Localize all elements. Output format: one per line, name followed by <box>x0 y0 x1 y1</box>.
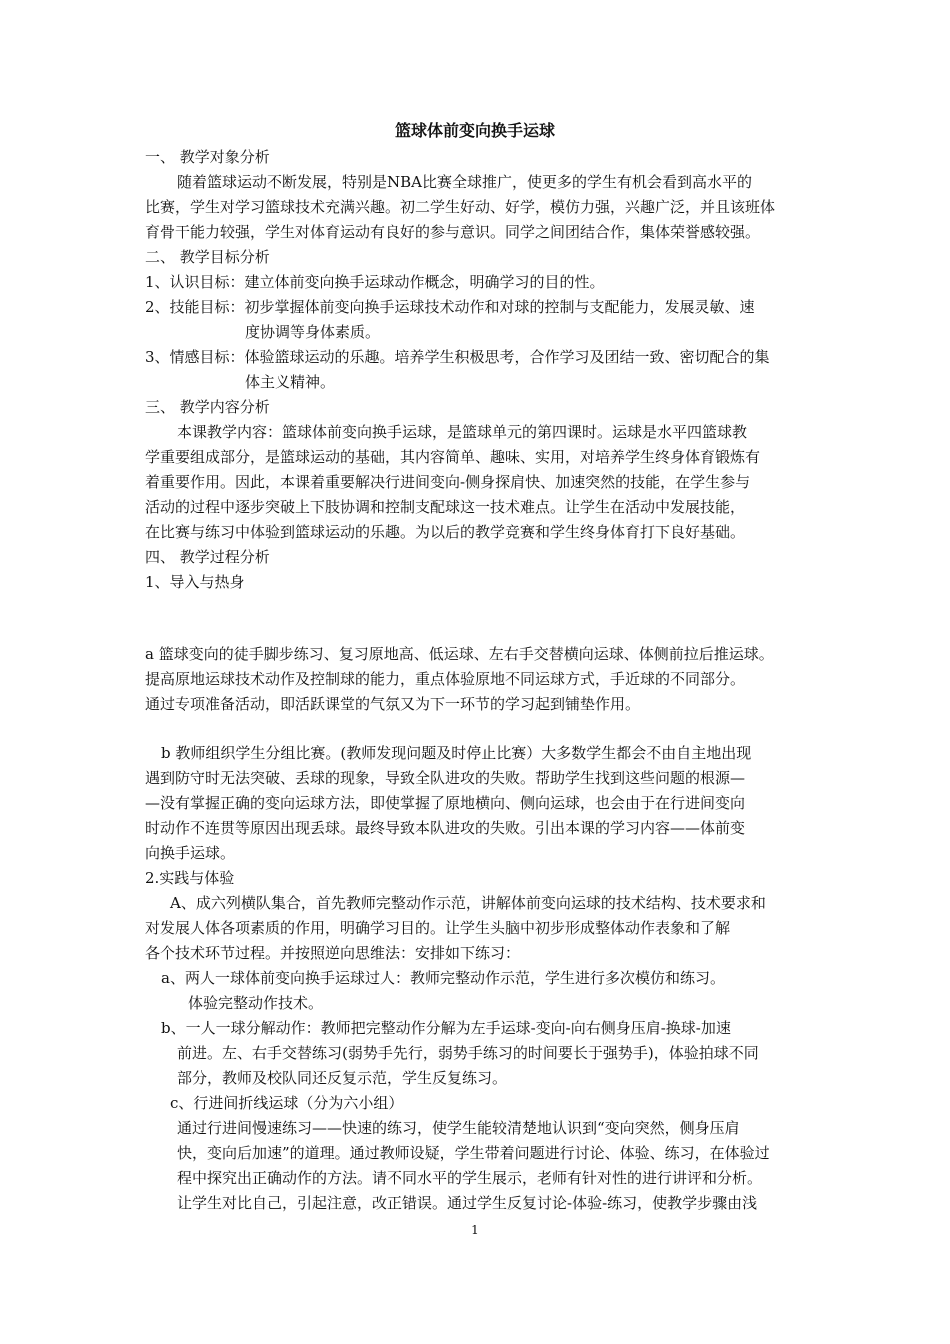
paragraph-line: 遇到防守时无法突破、丢球的现象，导致全队进攻的失败。帮助学生找到这些问题的根源— <box>145 769 746 787</box>
exercise-item-continued: 前进。左、右手交替练习(弱势手先行，弱势手练习的时间要长于强势手)，体验拍球不同 <box>177 1044 759 1062</box>
paragraph-line: 比赛，学生对学习篮球技术充满兴趣。初二学生好动、好学，模仿力强，兴趣广泛，并且该班体 <box>145 198 776 216</box>
subsection-heading: 1、导入与热身 <box>145 573 245 591</box>
paragraph-line: 育骨干能力较强，学生对体育运动有良好的参与意识。同学之间团结合作，集体荣誉感较强。 <box>145 223 761 241</box>
paragraph-line: 本课教学内容：篮球体前变向换手运球，是篮球单元的第四课时。运球是水平四篮球教 <box>177 423 748 441</box>
paragraph-line: 快，变向后加速”的道理。通过教师设疑，学生带着问题进行讨论、体验、练习，在体验过 <box>177 1144 770 1162</box>
paragraph-line: 提高原地运球技术动作及控制球的能力，重点体验原地不同运球方式，手近球的不同部分。 <box>145 670 746 688</box>
paragraph-line: 时动作不连贯等原因出现丢球。最终导致本队进攻的失败。引出本课的学习内容——体前变 <box>145 819 746 837</box>
exercise-item: c、行进间折线运球（分为六小组） <box>170 1094 404 1112</box>
subsection-heading: 2.实践与体验 <box>145 869 235 887</box>
paragraph-line: 通过行进间慢速练习——快速的练习，使学生能较清楚地认识到“变向突然，侧身压肩 <box>177 1119 740 1137</box>
paragraph-line: 在比赛与练习中体验到篮球运动的乐趣。为以后的教学竞赛和学生终身体育打下良好基础。 <box>145 523 746 541</box>
objective-item: 3、情感目标：体验篮球运动的乐趣。培养学生积极思考，合作学习及团结一致、密切配合的集 <box>145 348 770 366</box>
paragraph-line: —没有掌握正确的变向运球方法，即使掌握了原地横向、侧向运球，也会由于在行进间变向 <box>145 794 746 812</box>
paragraph-line: 向换手运球。 <box>145 844 236 862</box>
paragraph-line: 程中探究出正确动作的方法。请不同水平的学生展示，老师有针对性的进行讲评和分析。 <box>177 1169 763 1187</box>
paragraph-line: b 教师组织学生分组比赛。(教师发现问题及时停止比赛）大多数学生都会不由自主地出现 <box>161 744 752 762</box>
section-heading-4: 四、 教学过程分析 <box>145 548 270 566</box>
objective-item: 2、技能目标：初步掌握体前变向换手运球技术动作和对球的控制与支配能力，发展灵敏、速 <box>145 298 755 316</box>
paragraph-line: 各个技术环节过程。并按照逆向思维法：安排如下练习： <box>145 944 521 962</box>
paragraph-line: 通过专项准备活动，即活跃课堂的气氛又为下一环节的学习起到铺垫作用。 <box>145 695 641 713</box>
paragraph-line: A、成六列横队集合，首先教师完整动作示范，讲解体前变向运球的技术结构、技术要求和 <box>170 894 766 912</box>
objective-item: 1、认识目标：建立体前变向换手运球动作概念，明确学习的目的性。 <box>145 273 605 291</box>
objective-item-continued: 度协调等身体素质。 <box>245 323 381 341</box>
paragraph-line: 学重要组成部分，是篮球运动的基础，其内容简单、趣味、实用，对培养学生终身体育锻炼有 <box>145 448 761 466</box>
paragraph-line: a 篮球变向的徒手脚步练习、复习原地高、低运球、左右手交替横向运球、体侧前拉后推运球。 <box>145 645 774 663</box>
paragraph-line: 随着篮球运动不断发展，特别是NBA比赛全球推广，使更多的学生有机会看到高水平的 <box>177 173 752 191</box>
section-heading-2: 二、 教学目标分析 <box>145 248 270 266</box>
objective-item-continued: 体主义精神。 <box>245 373 336 391</box>
exercise-item: a、两人一球体前变向换手运球过人：教师完整动作示范，学生进行多次模仿和练习。 <box>161 969 725 987</box>
exercise-item-continued: 部分，教师及校队同还反复示范，学生反复练习。 <box>177 1069 508 1087</box>
exercise-item: b、一人一球分解动作：教师把完整动作分解为左手运球-变向-向右侧身压肩-换球-加速 <box>161 1019 731 1037</box>
paragraph-line: 着重要作用。因此，本课着重要解决行进间变向-侧身探肩快、加速突然的技能，在学生参与 <box>145 473 751 491</box>
section-heading-3: 三、 教学内容分析 <box>145 398 270 416</box>
page-number: 1 <box>471 1223 479 1237</box>
paragraph-line: 活动的过程中逐步突破上下肢协调和控制支配球这一技术难点。让学生在活动中发展技能， <box>145 498 746 516</box>
exercise-item-continued: 体验完整动作技术。 <box>188 994 324 1012</box>
paragraph-line: 对发展人体各项素质的作用，明确学习目的。让学生头脑中初步形成整体动作表象和了解 <box>145 919 731 937</box>
document-title: 篮球体前变向换手运球 <box>394 121 555 140</box>
section-heading-1: 一、 教学对象分析 <box>145 148 270 166</box>
paragraph-line: 让学生对比自己，引起注意，改正错误。通过学生反复讨论-体验-练习，使教学步骤由浅 <box>177 1194 758 1212</box>
